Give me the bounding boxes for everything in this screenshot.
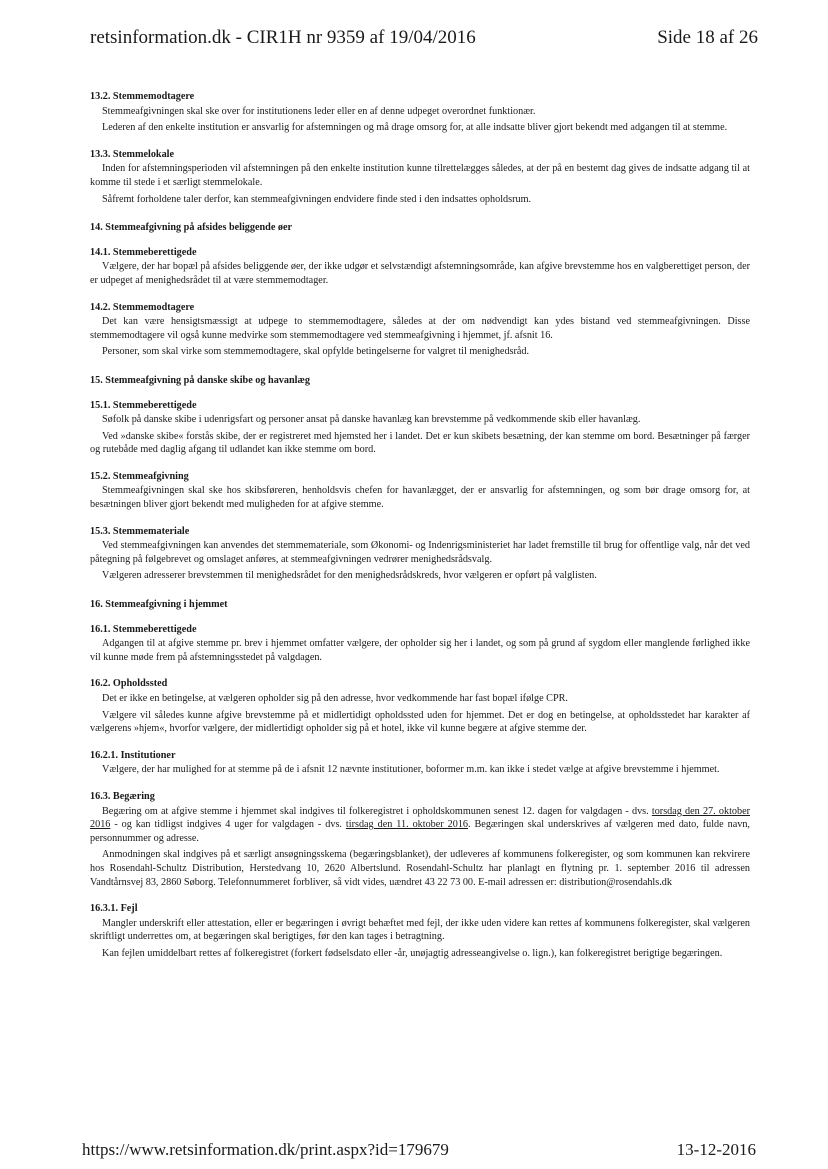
section xyxy=(90,623,750,678)
paragraph: Ved »danske skibe« forstås skibe, der er registreret med hjemsted her i landet. Det er kun skibets besætning, der kan stemme om bord. Besætninger på færger og rutebåde med daglig afgang til udlandet kan ikke stemme om bord. xyxy=(90,430,750,456)
text-span: . Begæringen skal underskrives af vælgeren med dato, fulde navn, personnummer og adresse. xyxy=(90,819,750,844)
section-heading: 14.2. Stemmemodtagere xyxy=(90,301,195,313)
spacer xyxy=(90,780,750,790)
paragraph: Det er ikke en betingelse, at vælgeren opholder sig på den adresse, hvor vedkommende har fast bopæl ifølge CPR. xyxy=(102,693,568,704)
section-heading: 15. Stemmeafgivning på danske skibe og havanlæg xyxy=(90,374,310,386)
section-heading: 15.1. Stemmeberettigede xyxy=(90,399,197,411)
spacer xyxy=(90,138,750,148)
section xyxy=(90,221,750,246)
document-body xyxy=(90,90,750,964)
section-16-3 xyxy=(90,790,750,902)
section-16-3-1 xyxy=(90,902,750,960)
spacer xyxy=(90,739,750,749)
section-heading: 16.3.1. Fejl xyxy=(90,903,138,915)
text-span: Begæring om at afgive stemme i hjemmet skal indgives til folkeregistret i opholdskommunen senest 12. dagen for valgdagen - dvs. xyxy=(102,805,652,817)
section-heading: 16.1. Stemmeberettigede xyxy=(90,623,197,635)
section-heading: 14.1. Stemmeberettigede xyxy=(90,246,197,258)
spacer xyxy=(90,209,750,219)
section-heading: 15.3. Stemmemateriale xyxy=(90,525,190,537)
page-header-title: retsinformation.dk - CIR1H nr 9359 af 19/04/2016 xyxy=(90,27,476,48)
spacer xyxy=(90,613,750,623)
section-heading: 16.3. Begæring xyxy=(90,790,155,802)
section xyxy=(90,470,750,525)
section xyxy=(90,246,750,301)
section-heading: 14. Stemmeafgivning på afsides beliggende øer xyxy=(90,222,293,234)
spacer xyxy=(90,389,750,399)
paragraph: Søfolk på danske skibe i udenrigsfart og personer ansat på danske havanlæg kan brevstemme på vedkommende skib eller havanlæg. xyxy=(102,414,641,426)
paragraph: Stemmeafgivningen skal ske over for institutionens leder eller en af denne udpeget overordnet funktionær. xyxy=(102,105,536,117)
section-heading: 13.2. Stemmemodtagere xyxy=(90,91,195,102)
paragraph: Vælgeren adresserer brevstemmen til menighedsrådet for den menighedsrådskreds, hvor vælgeren er opført på valglisten. xyxy=(102,570,597,582)
paragraph: Personer, som skal virke som stemmemodtagere, skal opfylde betingelserne for valgret til menighedsråd. xyxy=(102,346,530,358)
spacer xyxy=(90,460,750,470)
spacer xyxy=(90,667,750,677)
paragraph: Inden for afstemningsperioden vil afstemningen på den enkelte institution kunne tilrettelægges således, at der på en bestemt dag gives de indsatte adgang til at komme til stede i et særligt stemmelokale. xyxy=(90,163,750,188)
paragraph: Såfremt forholdene taler derfor, kan stemmeafgivningen endvidere finde sted i den indsattes opholdsrum. xyxy=(102,193,532,205)
section xyxy=(90,399,750,470)
spacer xyxy=(90,515,750,525)
section-heading: 15.2. Stemmeafgivning xyxy=(90,470,189,482)
section xyxy=(90,90,750,148)
text-span: - og kan tidligst indgives 4 uger for valgdagen - dvs. xyxy=(110,819,346,831)
paragraph: Adgangen til at afgive stemme pr. brev i hjemmet omfatter vælgere, der opholder sig her i landet, og som på grund af sygdom eller manglende førlighed ikke vil kunne møde frem på afstemningsstedet på valgdagen. xyxy=(90,638,750,663)
paragraph xyxy=(90,805,750,846)
section xyxy=(90,749,750,790)
page-number: Side 18 af 26 xyxy=(657,27,758,48)
date-link-torsdag: torsdag den 27. oktober 2016 xyxy=(90,805,750,831)
paragraph: Det kan være hensigtsmæssigt at udpege to stemmemodtagere, således at der om nødvendigt kan ydes bistand ved stemmeafgivningen. Disse stemmemodtagere vil også kunne medvirke som stemmemodtagere ved stemmeafgivning i hjemmet, jf. afsnit 16. xyxy=(90,316,750,341)
footer-url: https://www.retsinformation.dk/print.aspx?id=179679 xyxy=(82,1140,449,1159)
paragraph: Stemmeafgivningen skal ske hos skibsføreren, henholdsvis chefen for havanlægget, der er ansvarlig for afstemningen, og som bør drage omsorg for, at besætningen bliver gjort bekendt med muligheden for at afgive stemme. xyxy=(90,485,750,511)
spacer xyxy=(90,586,750,596)
section xyxy=(90,374,750,399)
date-link-tirsdag: tirsdag den 11. oktober 2016 xyxy=(345,819,469,831)
paragraph: Vælgere vil således kunne afgive brevstemme på et midlertidigt opholdssted uden for hjemmet. Det er dog en betingelse, at opholdsstedet har karakter af vælgerens »hjem«, hvorfor vælgere, der midlertidigt opholder sig på et hotel, ikke vil kunne begære at afgive stemme der. xyxy=(90,709,750,735)
paragraph: Kan fejlen umiddelbart rettes af folkeregistret (forkert fødselsdato eller -år, unøjagtig adresseangivelse o. lign.), kan folkeregistret berigtige begæringen. xyxy=(102,947,723,959)
section-heading: 16.2.1. Institutioner xyxy=(90,749,176,761)
section xyxy=(90,677,750,748)
paragraph: Ved stemmeafgivningen kan anvendes det stemmemateriale, som Økonomi- og Indenrigsministeriet har ladet fremstille til brug for offentlige valg, når det ved påtegning på følgebrevet og omslaget anføres, at stemmeafgivningen vedrører menighedsrådsvalg. xyxy=(90,540,750,565)
sections-container xyxy=(90,90,750,790)
section-heading: 16.2. Opholdssted xyxy=(90,678,168,690)
section xyxy=(90,301,750,372)
paragraph: Vælgere, der har bopæl på afsides beliggende øer, der ikke udgør et selvstændigt afstemningsområde, kan afgive brevstemme hos en valgberettiget person, der er udpeget af menighedsrådet til at være stemmemodtager. xyxy=(90,261,750,286)
paragraph: Mangler underskrift eller attestation, eller er begæringen i øvrigt behæftet med fejl, der ikke uden videre kan rettes af kommunens folkeregister, skal vælgeren skriftligt underrettes om, at begæringen skal berigtiges, før den kan tages i betragtning. xyxy=(90,917,750,943)
section xyxy=(90,525,750,596)
spacer xyxy=(90,291,750,301)
spacer xyxy=(90,236,750,246)
spacer xyxy=(90,892,750,902)
paragraph: Vælgere, der har mulighed for at stemme på de i afsnit 12 nævnte institutioner, boformer m.m. kan ikke i stedet vælge at afgive brevstemme i hjemmet. xyxy=(102,764,720,776)
section-heading: 13.3. Stemmelokale xyxy=(90,148,175,160)
paragraph: Anmodningen skal indgives på et særligt ansøgningsskema (begæringsblanket), der udleveres af kommunens folkeregister, og som kommunen kan rekvirere hos Rosendahl-Schultz Distribution, Herstedvang 10, 2620 Albertslund. Rosendahl-Schultz har planlagt en flytning pr. 1. september 2016 til adressen Vandtårnsvej 83, 2860 Søborg. Telefonnummeret forbliver, så vidt vides, uændret 43 22 73 00. E-mail adressen er: distribution@rosendahls.dk xyxy=(90,849,750,888)
footer-date: 13-12-2016 xyxy=(676,1140,756,1159)
section xyxy=(90,148,750,219)
section-heading: 16. Stemmeafgivning i hjemmet xyxy=(90,599,228,611)
section xyxy=(90,598,750,623)
paragraph: Lederen af den enkelte institution er ansvarlig for afstemningen og må drage omsorg for, at alle indsatte bliver gjort bekendt med adgangen til at stemme. xyxy=(102,122,728,134)
spacer xyxy=(90,362,750,372)
